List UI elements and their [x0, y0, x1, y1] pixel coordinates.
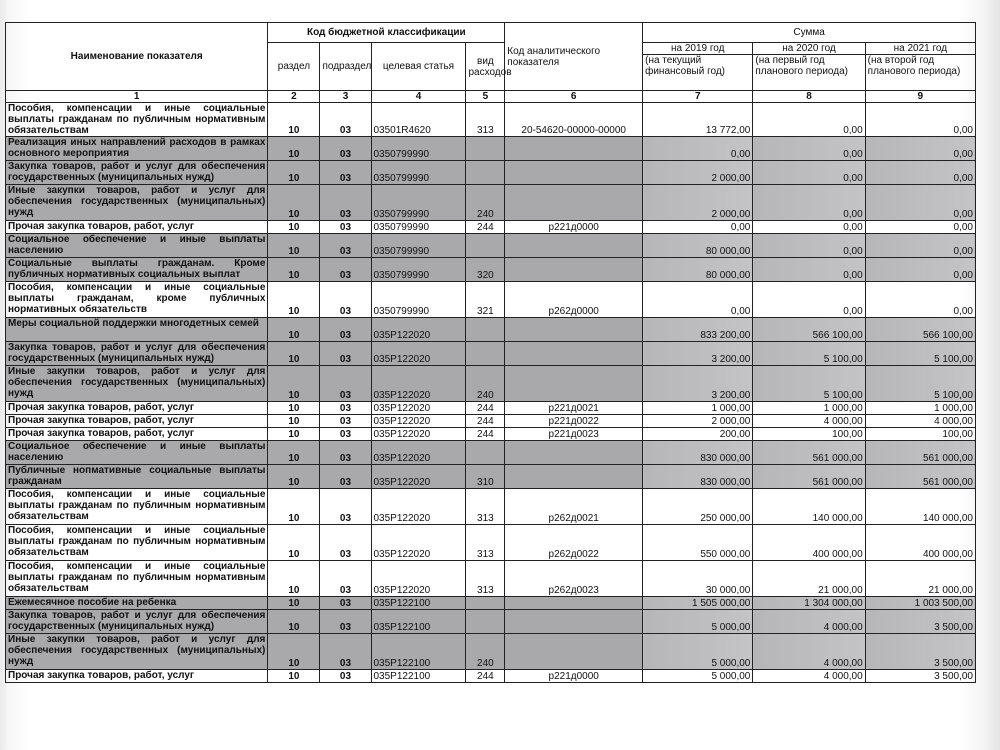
row-podrazdel: 03 [320, 282, 371, 318]
table-row [6, 610, 976, 634]
row-analytic-code [505, 185, 643, 221]
row-sum-2020: 4 000,00 [753, 634, 865, 670]
row-razdel: 10 [268, 597, 320, 610]
row-podrazdel: 03 [320, 342, 371, 366]
row-sum-2020: 140 000,00 [753, 489, 865, 525]
row-podrazdel: 03 [320, 161, 371, 185]
row-expense-type [466, 441, 505, 465]
row-name: Закупка товаров, работ и услуг для обеспечения государственных (муниципальных нужд) [6, 342, 268, 366]
row-sum-2020: 5 100,00 [753, 366, 865, 402]
row-podrazdel: 03 [320, 221, 371, 234]
row-sum-2019: 2 000,00 [643, 415, 753, 428]
row-sum-2019: 0,00 [643, 137, 753, 161]
row-sum-2020: 21 000,00 [753, 561, 865, 597]
row-sum-2019: 3 200,00 [643, 342, 753, 366]
row-razdel: 10 [268, 415, 320, 428]
row-sum-2021: 0,00 [865, 185, 975, 221]
table-row [6, 489, 976, 525]
budget-table [5, 22, 976, 683]
column-number: 7 [643, 91, 753, 103]
row-sum-2021: 0,00 [865, 282, 975, 318]
row-sum-2019: 0,00 [643, 221, 753, 234]
column-number: 8 [753, 91, 865, 103]
row-target-article: 0350799990 [371, 137, 466, 161]
header-2019-note: (на текущий финансовый год) [643, 55, 753, 91]
row-name: Реализация иных направлений расходов в рамках основного мероприятия [6, 137, 268, 161]
row-sum-2019: 2 000,00 [643, 161, 753, 185]
row-sum-2021: 0,00 [865, 103, 975, 137]
row-name: Социальное обеспечение и иные выплаты населению [6, 441, 268, 465]
row-podrazdel: 03 [320, 489, 371, 525]
column-number: 9 [865, 91, 975, 103]
row-sum-2020: 566 100,00 [753, 318, 865, 342]
table-row [6, 415, 976, 428]
header-year-2019: на 2019 год [643, 43, 753, 55]
row-sum-2019: 13 772,00 [643, 103, 753, 137]
row-analytic-code: р221д0022 [505, 415, 643, 428]
row-razdel: 10 [268, 258, 320, 282]
row-analytic-code: р221д0023 [505, 428, 643, 441]
row-analytic-code [505, 137, 643, 161]
row-target-article: 0350799990 [371, 258, 466, 282]
row-sum-2019: 1 000,00 [643, 402, 753, 415]
row-expense-type: 313 [466, 525, 505, 561]
row-analytic-code [505, 597, 643, 610]
column-number: 1 [6, 91, 268, 103]
row-sum-2021: 0,00 [865, 258, 975, 282]
row-sum-2021: 4 000,00 [865, 415, 975, 428]
row-sum-2020: 400 000,00 [753, 525, 865, 561]
row-analytic-code: р221д0000 [505, 670, 643, 683]
row-expense-type: 244 [466, 428, 505, 441]
row-analytic-code [505, 234, 643, 258]
row-name: Пособия, компенсации и иные социальные выплаты гражданам по публичным нормативным обязательствам [6, 489, 268, 525]
row-sum-2020: 0,00 [753, 137, 865, 161]
row-sum-2020: 4 000,00 [753, 610, 865, 634]
row-sum-2019: 80 000,00 [643, 258, 753, 282]
row-sum-2019: 833 200,00 [643, 318, 753, 342]
table-row [6, 161, 976, 185]
row-sum-2021: 100,00 [865, 428, 975, 441]
row-sum-2021: 5 100,00 [865, 366, 975, 402]
row-name: Пособия, компенсации и иные социальные выплаты гражданам по публичным нормативным обязательствам [6, 103, 268, 137]
row-name: Пособия, компенсации и иные социальные выплаты гражданам по публичным нормативным обязательствам [6, 561, 268, 597]
table-row [6, 258, 976, 282]
table-row [6, 428, 976, 441]
row-sum-2019: 3 200,00 [643, 366, 753, 402]
row-target-article: 035P122020 [371, 561, 466, 597]
row-analytic-code [505, 610, 643, 634]
row-razdel: 10 [268, 342, 320, 366]
row-sum-2021: 0,00 [865, 221, 975, 234]
row-analytic-code: р262д0022 [505, 525, 643, 561]
row-target-article: 0350799990 [371, 185, 466, 221]
row-name: Ежемесячное пособие на ребенка [6, 597, 268, 610]
row-sum-2020: 1 000,00 [753, 402, 865, 415]
row-sum-2020: 0,00 [753, 185, 865, 221]
row-target-article: 035P122020 [371, 366, 466, 402]
column-number: 5 [466, 91, 505, 103]
row-podrazdel: 03 [320, 561, 371, 597]
row-sum-2020: 1 304 000,00 [753, 597, 865, 610]
row-expense-type [466, 610, 505, 634]
table-row [6, 137, 976, 161]
row-sum-2019: 5 000,00 [643, 610, 753, 634]
row-target-article: 0350799990 [371, 161, 466, 185]
row-sum-2021: 1 000,00 [865, 402, 975, 415]
row-analytic-code [505, 258, 643, 282]
table-row [6, 103, 976, 137]
row-sum-2020: 5 100,00 [753, 342, 865, 366]
row-razdel: 10 [268, 161, 320, 185]
row-name: Иные закупки товаров, работ и услуг для обеспечения государственных (муниципальных) нужд [6, 634, 268, 670]
row-name: Пособия, компенсации и иные социальные выплаты гражданам, кроме публичных нормативных обязательств [6, 282, 268, 318]
row-sum-2020: 0,00 [753, 103, 865, 137]
row-target-article: 035P122020 [371, 525, 466, 561]
row-sum-2021: 561 000,00 [865, 465, 975, 489]
row-expense-type [466, 234, 505, 258]
row-target-article: 035P122100 [371, 597, 466, 610]
table-row [6, 234, 976, 258]
column-number: 6 [505, 91, 643, 103]
row-sum-2020: 4 000,00 [753, 670, 865, 683]
row-razdel: 10 [268, 441, 320, 465]
header-year-2020: на 2020 год [753, 43, 865, 55]
header-2020-note: (на первый год планового периода) [753, 55, 865, 91]
row-razdel: 10 [268, 610, 320, 634]
row-expense-type: 313 [466, 561, 505, 597]
row-analytic-code [505, 441, 643, 465]
row-target-article: 0350799990 [371, 221, 466, 234]
row-sum-2020: 100,00 [753, 428, 865, 441]
row-sum-2019: 80 000,00 [643, 234, 753, 258]
row-target-article: 035P122020 [371, 428, 466, 441]
table-row [6, 185, 976, 221]
row-sum-2021: 0,00 [865, 137, 975, 161]
table-row [6, 525, 976, 561]
row-sum-2021: 3 500,00 [865, 610, 975, 634]
row-sum-2019: 5 000,00 [643, 670, 753, 683]
row-expense-type: 320 [466, 258, 505, 282]
row-sum-2021: 0,00 [865, 234, 975, 258]
row-name: Прочая закупка товаров, работ, услуг [6, 415, 268, 428]
row-sum-2019: 2 000,00 [643, 185, 753, 221]
row-target-article: 035P122100 [371, 610, 466, 634]
row-name: Прочая закупка товаров, работ, услуг [6, 670, 268, 683]
row-sum-2019: 250 000,00 [643, 489, 753, 525]
row-target-article: 035P122020 [371, 441, 466, 465]
row-sum-2019: 550 000,00 [643, 525, 753, 561]
row-sum-2019: 830 000,00 [643, 465, 753, 489]
table-row [6, 465, 976, 489]
row-sum-2020: 561 000,00 [753, 441, 865, 465]
header-sum: Сумма [643, 23, 976, 43]
row-name: Социальные выплаты гражданам. Кроме публичных нормативных социальных выплат [6, 258, 268, 282]
row-expense-type [466, 342, 505, 366]
row-sum-2019: 0,00 [643, 282, 753, 318]
header-name: Наименование показателя [6, 23, 268, 91]
table-row [6, 634, 976, 670]
row-name: Публичные нопмативные социальные выплаты гражданам [6, 465, 268, 489]
row-sum-2021: 1 003 500,00 [865, 597, 975, 610]
row-target-article: 035P122020 [371, 415, 466, 428]
row-razdel: 10 [268, 137, 320, 161]
row-podrazdel: 03 [320, 465, 371, 489]
row-sum-2019: 1 505 000,00 [643, 597, 753, 610]
row-podrazdel: 03 [320, 670, 371, 683]
row-podrazdel: 03 [320, 610, 371, 634]
row-analytic-code: р262д0023 [505, 561, 643, 597]
table-row [6, 597, 976, 610]
row-podrazdel: 03 [320, 402, 371, 415]
row-sum-2021: 0,00 [865, 161, 975, 185]
row-podrazdel: 03 [320, 634, 371, 670]
row-analytic-code: 20-54620-00000-00000 [505, 103, 643, 137]
row-razdel: 10 [268, 670, 320, 683]
table-row [6, 282, 976, 318]
row-expense-type [466, 161, 505, 185]
row-expense-type: 313 [466, 103, 505, 137]
row-target-article: 035P122100 [371, 634, 466, 670]
row-expense-type [466, 137, 505, 161]
row-expense-type: 244 [466, 402, 505, 415]
row-expense-type: 313 [466, 489, 505, 525]
row-razdel: 10 [268, 489, 320, 525]
row-sum-2021: 561 000,00 [865, 441, 975, 465]
row-analytic-code: р221д0000 [505, 221, 643, 234]
row-sum-2021: 21 000,00 [865, 561, 975, 597]
row-sum-2020: 0,00 [753, 161, 865, 185]
header-year-2021: на 2021 год [865, 43, 975, 55]
row-sum-2020: 0,00 [753, 282, 865, 318]
row-name: Закупка товаров, работ и услуг для обеспечения государственных (муниципальных нужд) [6, 610, 268, 634]
row-analytic-code [505, 161, 643, 185]
row-expense-type: 244 [466, 670, 505, 683]
table-row [6, 318, 976, 342]
row-expense-type: 240 [466, 185, 505, 221]
row-sum-2019: 200,00 [643, 428, 753, 441]
row-target-article: 035P122020 [371, 465, 466, 489]
row-razdel: 10 [268, 428, 320, 441]
row-name: Закупка товаров, работ и услуг для обеспечения государственных (муниципальных нужд) [6, 161, 268, 185]
column-number: 3 [320, 91, 371, 103]
table-row [6, 366, 976, 402]
table-body [6, 103, 976, 683]
column-number: 2 [268, 91, 320, 103]
header-expense-type: вид расходов [466, 43, 505, 91]
header-analytic-code: Код аналитического показателя [505, 23, 643, 91]
row-target-article: 035P122020 [371, 489, 466, 525]
row-sum-2020: 0,00 [753, 234, 865, 258]
row-podrazdel: 03 [320, 185, 371, 221]
row-razdel: 10 [268, 103, 320, 137]
row-name: Пособия, компенсации и иные социальные выплаты гражданам по публичным нормативным обязательствам [6, 525, 268, 561]
row-sum-2021: 566 100,00 [865, 318, 975, 342]
row-name: Прочая закупка товаров, работ, услуг [6, 402, 268, 415]
row-razdel: 10 [268, 221, 320, 234]
row-name: Прочая закупка товаров, работ, услуг [6, 428, 268, 441]
row-sum-2019: 5 000,00 [643, 634, 753, 670]
header-razdel: раздел [268, 43, 320, 91]
row-analytic-code [505, 366, 643, 402]
row-podrazdel: 03 [320, 366, 371, 402]
row-expense-type: 321 [466, 282, 505, 318]
row-podrazdel: 03 [320, 441, 371, 465]
header-target-article: целевая статья [371, 43, 466, 91]
header-budget-classification: Код бюджетной классификации [268, 23, 505, 43]
row-expense-type [466, 597, 505, 610]
row-razdel: 10 [268, 525, 320, 561]
row-analytic-code: р221д0021 [505, 402, 643, 415]
table-row [6, 221, 976, 234]
row-sum-2021: 5 100,00 [865, 342, 975, 366]
row-razdel: 10 [268, 402, 320, 415]
row-name: Иные закупки товаров, работ и услуг для обеспечения государственных (муниципальных) нужд [6, 185, 268, 221]
row-analytic-code: р262д0000 [505, 282, 643, 318]
header-2021-note: (на второй год планового периода) [865, 55, 975, 91]
row-razdel: 10 [268, 282, 320, 318]
row-razdel: 10 [268, 465, 320, 489]
row-podrazdel: 03 [320, 258, 371, 282]
row-name: Социальное обеспечение и иные выплаты населению [6, 234, 268, 258]
row-analytic-code [505, 342, 643, 366]
row-sum-2021: 3 500,00 [865, 634, 975, 670]
row-razdel: 10 [268, 234, 320, 258]
row-sum-2020: 561 000,00 [753, 465, 865, 489]
row-razdel: 10 [268, 561, 320, 597]
row-razdel: 10 [268, 634, 320, 670]
row-target-article: 035P122020 [371, 402, 466, 415]
table-row [6, 670, 976, 683]
row-target-article: 03501R4620 [371, 103, 466, 137]
row-analytic-code [505, 634, 643, 670]
row-razdel: 10 [268, 366, 320, 402]
column-number: 4 [371, 91, 466, 103]
row-target-article: 035P122020 [371, 318, 466, 342]
row-analytic-code [505, 465, 643, 489]
row-target-article: 035P122020 [371, 342, 466, 366]
row-expense-type: 244 [466, 415, 505, 428]
row-expense-type: 244 [466, 221, 505, 234]
header-podrazdel: подраздел [320, 43, 371, 91]
row-sum-2020: 0,00 [753, 221, 865, 234]
row-name: Иные закупки товаров, работ и услуг для обеспечения государственных (муниципальных) нужд [6, 366, 268, 402]
row-expense-type [466, 318, 505, 342]
row-sum-2021: 400 000,00 [865, 525, 975, 561]
row-analytic-code: р262д0021 [505, 489, 643, 525]
table-row [6, 342, 976, 366]
row-razdel: 10 [268, 318, 320, 342]
row-razdel: 10 [268, 185, 320, 221]
row-target-article: 035P122100 [371, 670, 466, 683]
row-podrazdel: 03 [320, 234, 371, 258]
row-analytic-code [505, 318, 643, 342]
row-target-article: 0350799990 [371, 234, 466, 258]
row-target-article: 0350799990 [371, 282, 466, 318]
row-expense-type: 240 [466, 366, 505, 402]
row-podrazdel: 03 [320, 318, 371, 342]
row-sum-2021: 140 000,00 [865, 489, 975, 525]
row-expense-type: 240 [466, 634, 505, 670]
row-name: Прочая закупка товаров, работ, услуг [6, 221, 268, 234]
row-podrazdel: 03 [320, 415, 371, 428]
row-podrazdel: 03 [320, 137, 371, 161]
table-row [6, 402, 976, 415]
table-row [6, 441, 976, 465]
row-name: Меры социальной поддержки многодетных семей [6, 318, 268, 342]
row-podrazdel: 03 [320, 103, 371, 137]
row-sum-2020: 0,00 [753, 258, 865, 282]
row-podrazdel: 03 [320, 597, 371, 610]
row-expense-type: 310 [466, 465, 505, 489]
row-sum-2019: 830 000,00 [643, 441, 753, 465]
row-sum-2019: 30 000,00 [643, 561, 753, 597]
row-podrazdel: 03 [320, 525, 371, 561]
row-sum-2020: 4 000,00 [753, 415, 865, 428]
row-sum-2021: 3 500,00 [865, 670, 975, 683]
row-podrazdel: 03 [320, 428, 371, 441]
table-row [6, 561, 976, 597]
